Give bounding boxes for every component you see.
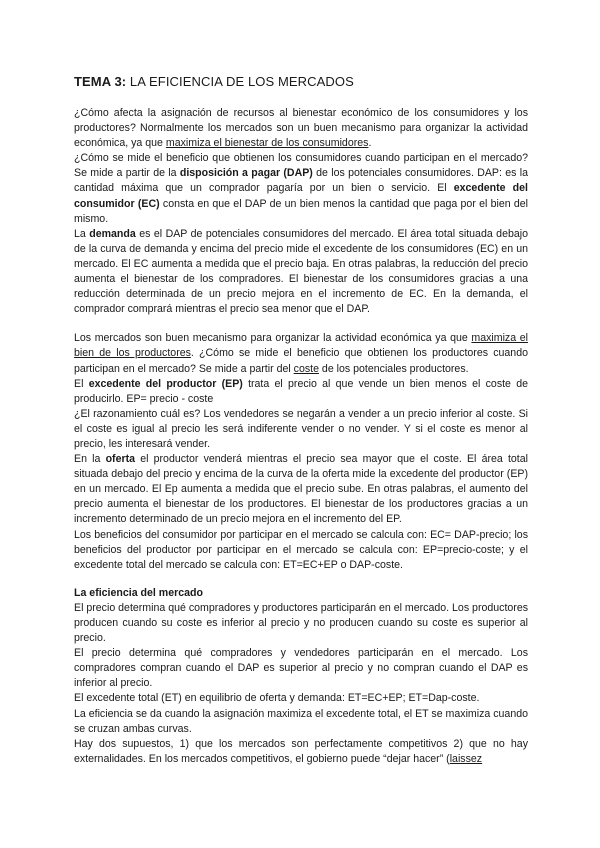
- p7-bold-oferta: oferta: [105, 453, 136, 466]
- paragraph-1: [74, 106, 528, 151]
- p7-text-a: En la: [74, 453, 106, 466]
- paragraph-9: El precio determina qué compradores y productores participarán en el mercado. Los productores producen cuando su coste es inferior al precio y no producen cuando su coste es superior al precio.: [74, 601, 529, 645]
- p4-underlined-2: coste: [293, 362, 319, 375]
- p2-bold-dap: disposición a pagar (DAP): [179, 167, 313, 180]
- p4-text-c: de los potenciales productores.: [318, 362, 469, 375]
- p1-underlined: maximiza el bienestar de los consumidores: [165, 137, 369, 150]
- title-prefix: TEMA 3:: [74, 74, 127, 89]
- p13-text: Hay dos supuestos, 1) que los mercados son perfectamente competitivos 2) que no hay externalidades. En los mercados competitivos, el gobierno puede “dejar hacer” (: [74, 737, 528, 765]
- paragraph-4: [74, 331, 528, 376]
- p2-bold-ec: excedente del consumidor (EC): [74, 182, 528, 210]
- paragraph-2: [74, 151, 528, 226]
- paragraph-5: [74, 377, 528, 407]
- paragraph-7: [74, 452, 528, 527]
- paragraph-8: Los beneficios del consumidor por participar en el mercado se calcula con: EC= DAP-precio; los beneficios del productor por participar en el mercado se calcula con: EP=precio-coste; y el excedente total del mercado se calcula con: ET=EC+EP o DAP-coste.: [74, 528, 528, 571]
- p13-underlined: laissez: [449, 752, 483, 765]
- spacer: [74, 573, 528, 586]
- p3-text-a: La: [74, 227, 90, 240]
- p3-bold-demanda: demanda: [89, 227, 136, 240]
- spacer: [74, 317, 528, 331]
- paragraph-11: El excedente total (ET) en equilibrio de oferta y demanda: ET=EC+EP; ET=Dap-coste.: [74, 692, 480, 705]
- p5-text-a: El: [74, 377, 89, 390]
- p4-text-a: Los mercados son buen mecanismo para organizar la actividad económica ya que: [74, 332, 472, 345]
- paragraph-10: El precio determina qué compradores y vendedores participarán en el mercado. Los compradores compran cuando el DAP es superior al precio y no compran cuando el DAP es inferior al precio.: [74, 647, 528, 690]
- p2-text-b: de los potenciales consumidores. DAP: es la cantidad máxima que un comprador pagaría por un bien o servicio. El: [74, 167, 528, 195]
- p3-text-b: es el DAP de potenciales consumidores del mercado. El área total situada debajo de la curva de demanda y encima del precio mide el excedente de los consumidores (EC) en un mercado. El EC aumenta a medida que el precio baja. En otras palabras, la reducción del precio aumenta el bienestar de los compradores. El bienestar de los consumidores gracias a una reducción determinada de un precio mejora en el incremento de EC. En la demanda, el comprador comprará mientras el precio sea menor que el DAP.: [74, 227, 528, 316]
- p4-underlined-1: maximiza el bien de los productores: [74, 332, 528, 360]
- p4-text-b: . ¿Cómo se mide el beneficio que obtienen los productores cuando participan en el mercado? Se mide a partir del: [74, 347, 528, 375]
- paragraph-13: [74, 737, 528, 767]
- p7-text-b: el productor venderá mientras el precio sea mayor que el coste. El área total situada debajo del precio y encima de la curva de la oferta mide la excedente del productor (EP) en un mercado. El Ep aumenta a medida que el precio sube. En otras palabras, el aumento del precio aumenta el bienestar de los productores. El bienestar de los productores gracias a un incremento determinado de un precio mejora en el incremento del EP.: [74, 453, 528, 526]
- title-text: LA EFICIENCIA DE LOS MERCADOS: [126, 74, 354, 89]
- document-title: [74, 74, 528, 90]
- paragraph-6: ¿El razonamiento cuál es? Los vendedores se negarán a vender a un precio inferior al coste. Si el coste es igual al precio les será indiferente vender o no vender. Y si el coste es menor al precio, les interesará vender.: [74, 407, 528, 450]
- p5-bold-ep: excedente del productor (EP): [88, 377, 243, 390]
- paragraph-12: La eficiencia se da cuando la asignación maximiza el excedente total, el ET se maximiza cuando se cruzan ambas curvas.: [74, 707, 528, 735]
- section-heading: La eficiencia del mercado: [74, 586, 203, 599]
- paragraph-3: [74, 227, 528, 318]
- p2-text-a: ¿Cómo se mide el beneficio que obtienen los consumidores cuando participan en el mercado? Se mide a partir de la: [74, 152, 528, 180]
- p1-end: .: [368, 137, 372, 150]
- p5-text-b: trata el precio al que vende un bien menos el coste de producirlo. EP= precio - coste: [74, 377, 528, 405]
- p2-text-c: consta en que el DAP de un bien menos la cantidad que paga por el bien del mismo.: [74, 197, 529, 225]
- p1-text: ¿Cómo afecta la asignación de recursos al bienestar económico de los consumidores y los productores? Normalmente los mercados son un buen mecanismo para organizar la actividad económica, ya que: [74, 107, 528, 150]
